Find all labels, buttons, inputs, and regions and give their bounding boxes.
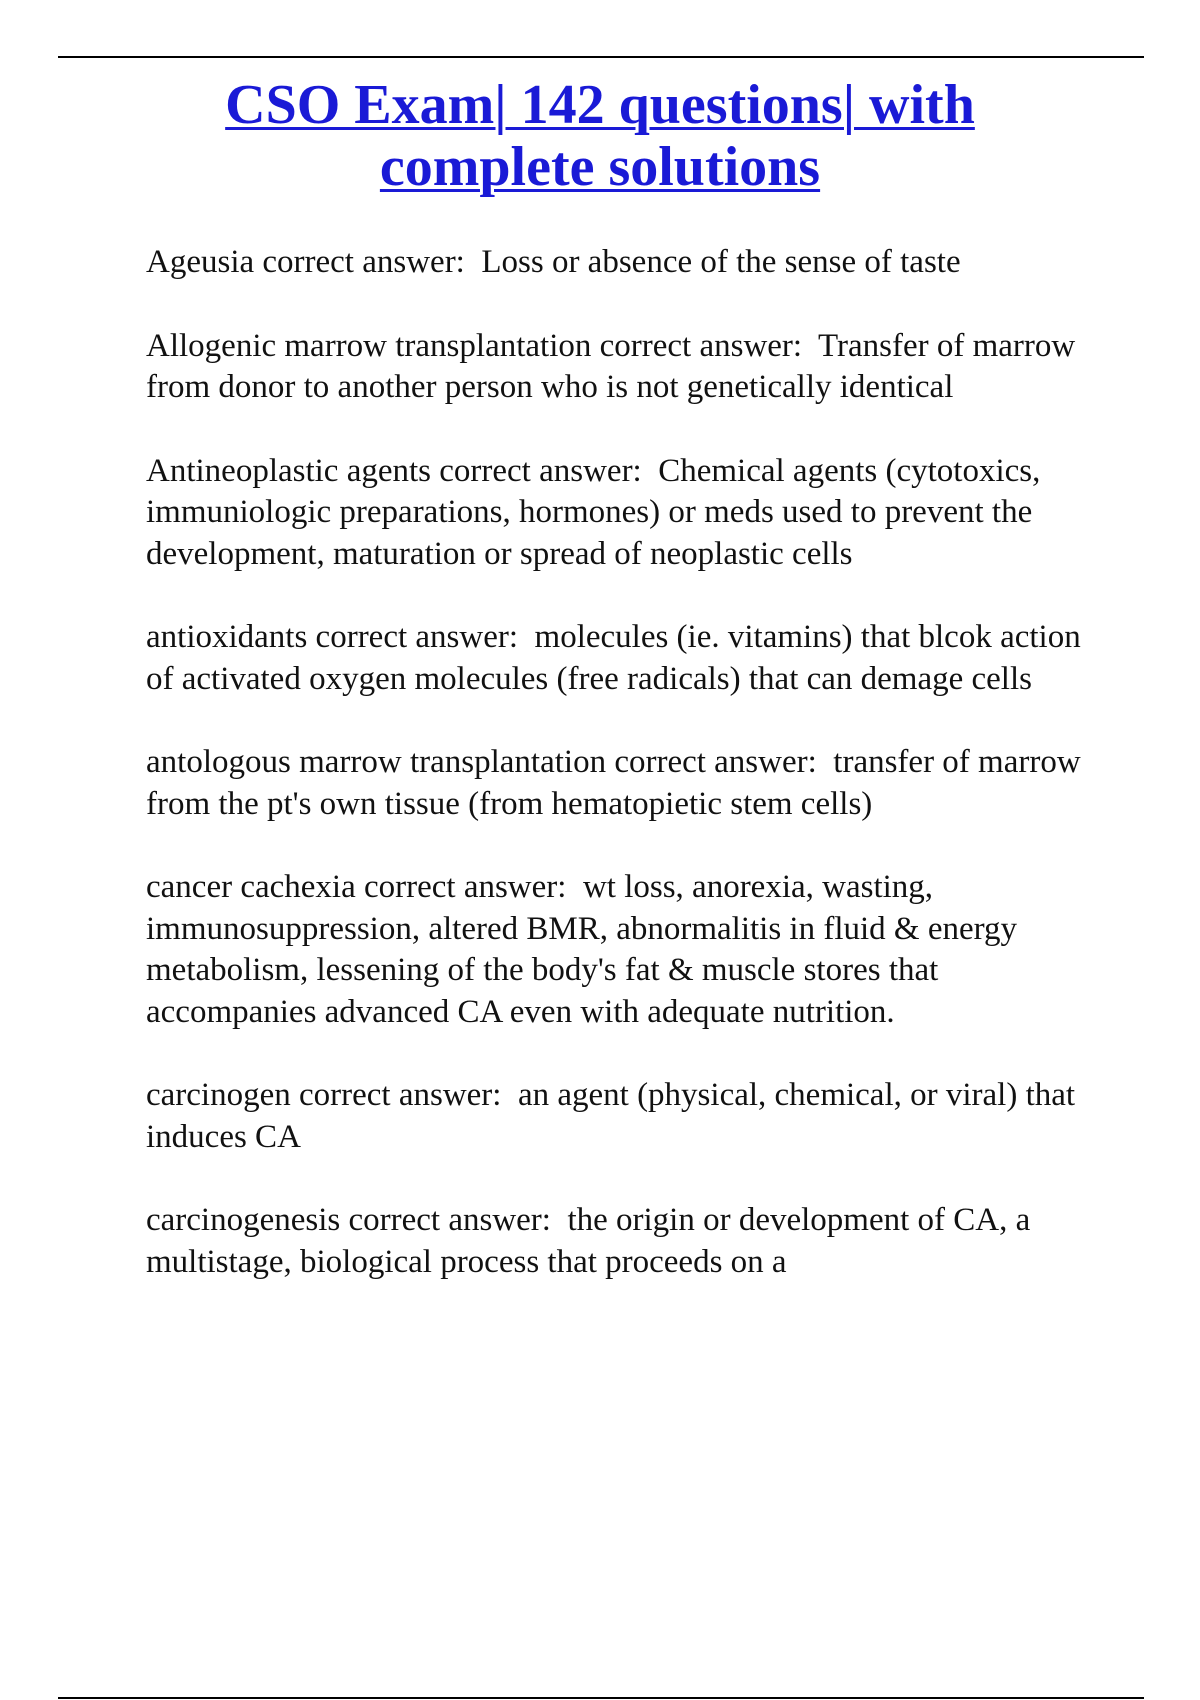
- document-title: [100, 74, 1100, 198]
- qa-entry-carcinogenesis: carcinogenesis correct answer: the origin or development of CA, a multistage, biological process that proceeds on a: [146, 1202, 1039, 1280]
- qa-entry-antineoplastic: Antineoplastic agents correct answer: Chemical agents (cytotoxics, immuniologic preparations, hormones) or meds used to prevent the development, maturation or spread of neoplastic cells: [146, 452, 1049, 572]
- top-rule: [58, 56, 1144, 58]
- qa-entry-ageusia: Ageusia correct answer: Loss or absence of the sense of taste: [146, 244, 961, 280]
- qa-entry-antologous: antologous marrow transplantation correct answer: transfer of marrow from the pt's own tissue (from hematopietic stem cells): [146, 744, 1089, 822]
- qa-entry-allogenic: Allogenic marrow transplantation correct answer: Transfer of marrow from donor to another person who is not genetically identical: [146, 327, 1084, 405]
- title-line-2: complete solutions: [379, 136, 821, 198]
- bottom-rule: [58, 1697, 1144, 1699]
- qa-entry-antioxidants: antioxidants correct answer: molecules (ie. vitamins) that blcok action of activated oxygen molecules (free radicals) that can demage cells: [146, 619, 1089, 697]
- qa-entries: [146, 242, 1089, 1325]
- title-line-1: CSO Exam| 142 questions| with: [225, 74, 975, 136]
- qa-entry-cancer-cachexia: cancer cachexia correct answer: wt loss, anorexia, wasting, immunosuppression, altered BMR, abnormalitis in fluid & energy metabolism, lessening of the body's fat & muscle stores that accompanies advanced CA even with adequate nutrition.: [146, 869, 1026, 1030]
- qa-entry-carcinogen: carcinogen correct answer: an agent (physical, chemical, or viral) that induces CA: [146, 1077, 1084, 1155]
